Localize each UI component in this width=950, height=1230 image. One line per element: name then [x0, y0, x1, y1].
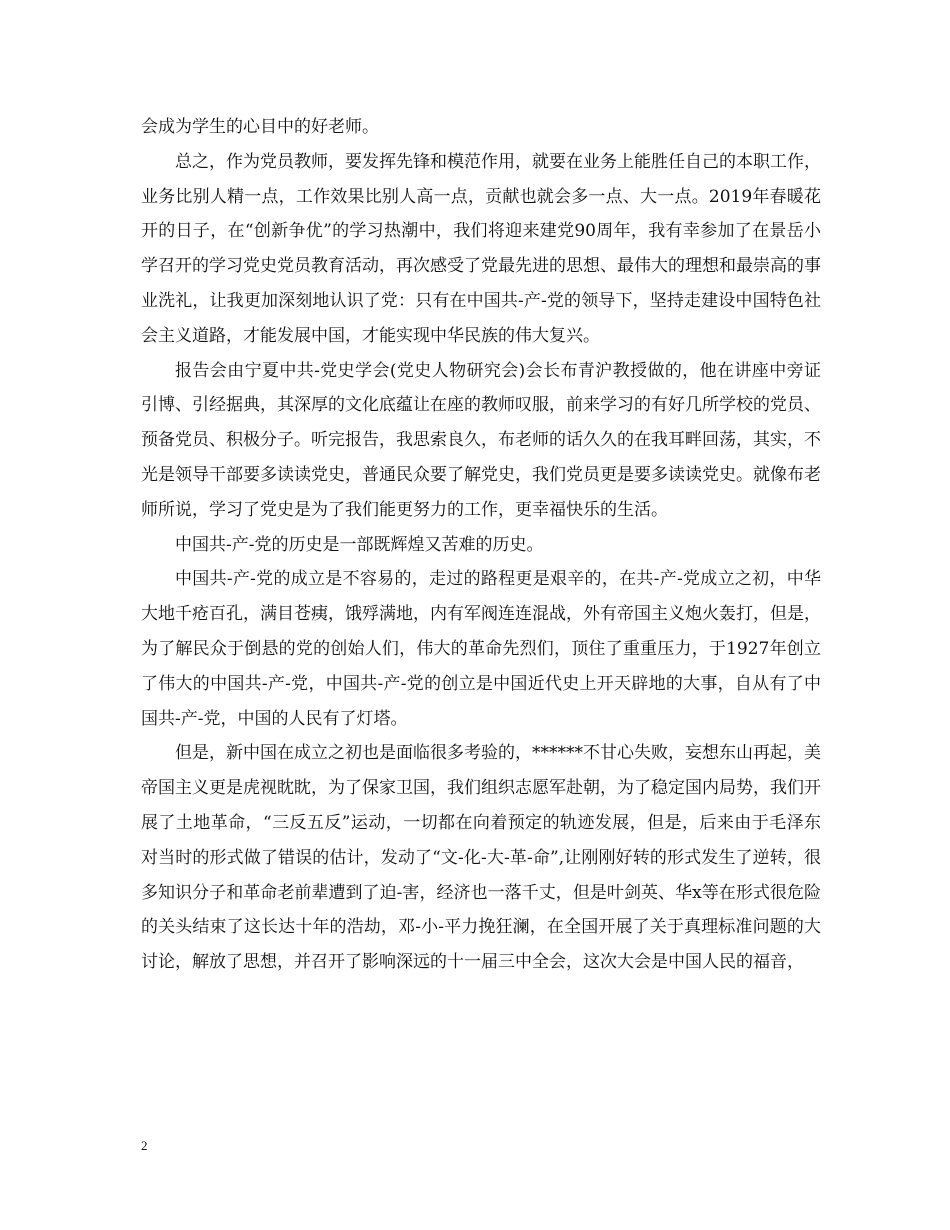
- page-number: 2: [141, 1138, 148, 1153]
- paragraph-report: 报告会由宁夏中共-党史学会(党史人物研究会)会长布青沪教授做的，他在讲座中旁证引博、引经据典，其深厚的文化底蕴让在座的教师叹服，前来学习的有好几所学校的党员、预备党员、积极分子。听完报告，我思索良久，布老师的话久久的在我耳畔回荡，其实，不光是领导干部要多读读党史，普通民众要了解党史，我们党员更是要多读读党史。就像布老师所说，学习了党史是为了我们能更努力的工作，更幸福快乐的生活。: [141, 360, 821, 520]
- paragraph-founding: 中国共-产-党的成立是不容易的，走过的路程更是艰辛的，在共-产-党成立之初，中华大地千疮百孔，满目苍痍，饿殍满地，内有军阀连连混战，外有帝国主义炮火轰打，但是，为了解民众于倒悬的党的创始人们，伟大的革命先烈们，顶住了重重压力，于1927年创立了伟大的中国共-产-党，中国共-产-党的创立是中国近代史上开天辟地的大事，自从有了中国共-产-党，中国的人民有了灯塔。: [141, 569, 821, 729]
- paragraph-history-intro: 中国共-产-党的历史是一部既辉煌又苦难的历史。: [175, 534, 544, 555]
- paragraph-conclusion: 总之，作为党员教师，要发挥先锋和模范作用，就要在业务上能胜任自己的本职工作，业务比别人精一点，工作效果比别人高一点，贡献也就会多一点、大一点。2019年春暖花开的日子，在“创新争优”的学习热潮中，我们将迎来建党90周年，我有幸参加了在景岳小学召开的学习党史党员教育活动，再次感受了党最先进的思想、最伟大的理想和最崇高的事业洗礼，让我更加深刻地认识了党：只有在中国共-产-党的领导下，坚持走建设中国特色社会主义道路，才能发展中国，才能实现中华民族的伟大复兴。: [141, 151, 821, 346]
- paragraph-continuation: 会成为学生的心目中的好老师。: [141, 117, 379, 137]
- paragraph-new-china: 但是，新中国在成立之初也是面临很多考验的，******不甘心失败，妄想东山再起，美帝国主义更是虎视眈眈，为了保家卫国，我们组织志愿军赴朝，为了稳定国内局势，我们开展了土地革命，“三反五反”运动，一切都在向着预定的轨迹发展，但是，后来由于毛泽东对当时的形式做了错误的估计，发动了“文-化-大-革-命”,让刚刚好转的形式发生了逆转，很多知识分子和革命老前辈遭到了迫-害，经济也一落千丈，但是叶剑英、华x等在形式很危险的关头结束了这长达十年的浩劫，邓-小-平力挽狂澜，在全国开展了关于真理标准问题的大讨论，解放了思想，并召开了影响深远的十一届三中全会，这次大会是中国人民的福音，: [141, 743, 821, 973]
- body-text: [141, 110, 821, 980]
